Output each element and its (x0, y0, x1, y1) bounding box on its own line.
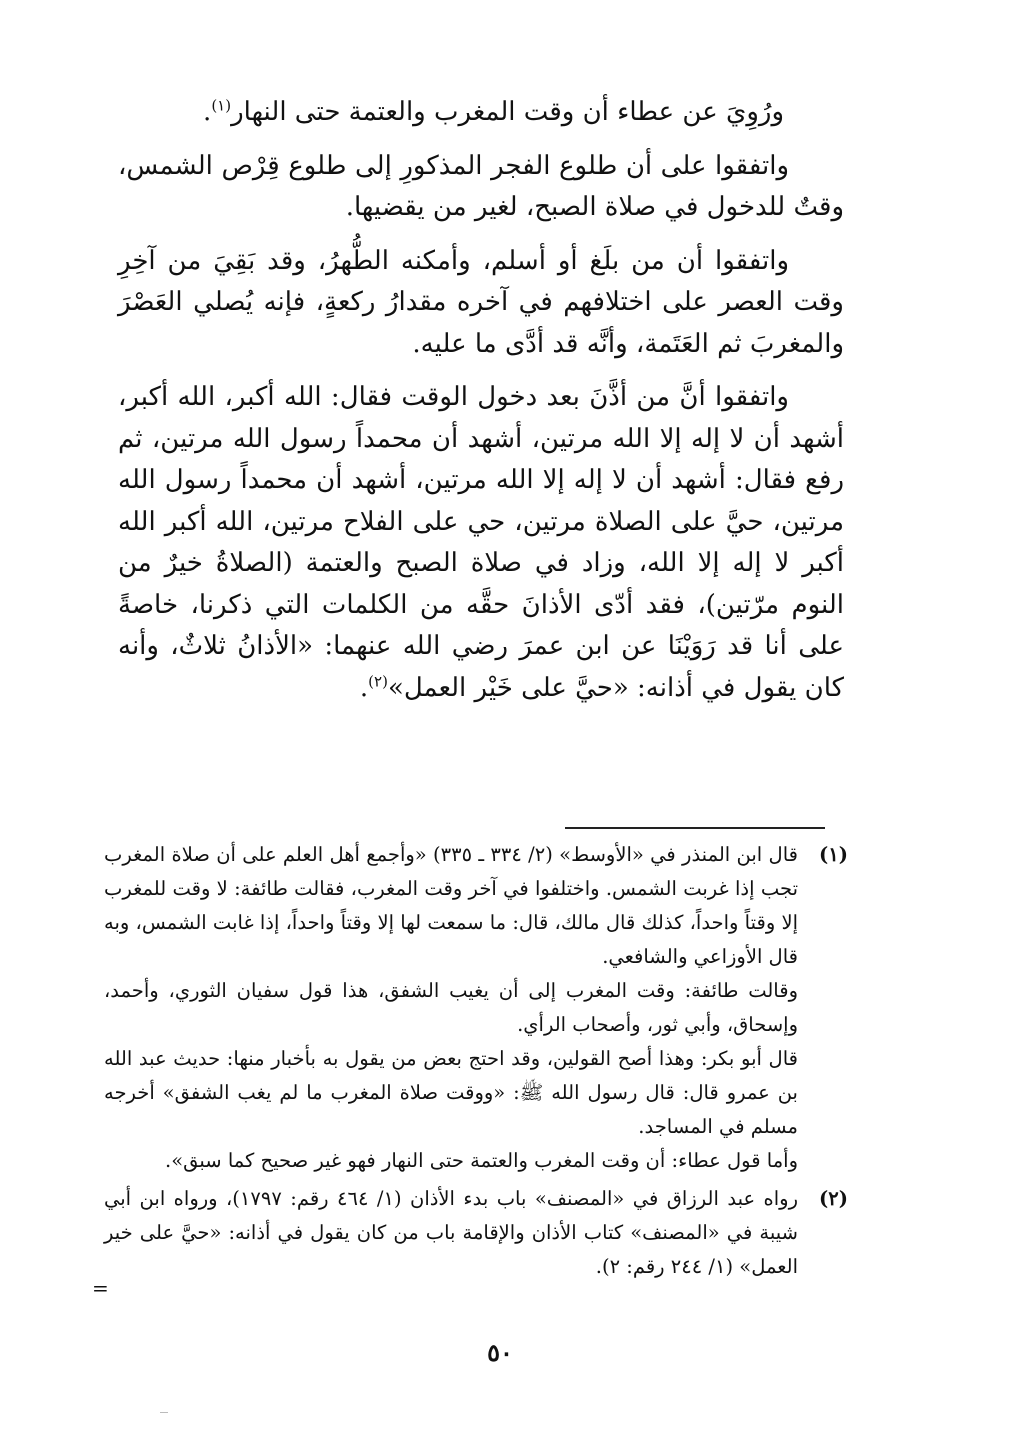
footnote-paragraph: وقالت طائفة: وقت المغرب إلى أن يغيب الشفق، هذا قول سفيان الثوري، وأحمد، وإسحاق، وأبي ثور، وأصحاب الرأي. (104, 979, 798, 1036)
paragraph-1-text: ورُوِيَ عن عطاء أن وقت المغرب والعتمة حتى النهار (231, 97, 784, 127)
footnote-1 (104, 838, 848, 1178)
paragraph-4-end: . (359, 672, 369, 703)
footnote-ref-2[interactable]: (٢) (368, 671, 388, 690)
paragraph-1 (118, 92, 844, 134)
footnote-paragraph: رواه عبد الرزاق في «المصنف» باب بدء الأذان (١/ ٤٦٤ رقم: ١٧٩٧)، ورواه ابن أبي شيبة في «المصنف» كتاب الأذان والإقامة باب من كان يقول في أذانه: «حيَّ على خير العمل» (١/ ٢٤٤ رقم: ٢). (104, 1187, 799, 1278)
continuation-mark: = (92, 1276, 109, 1300)
paragraph-4 (118, 377, 844, 709)
paragraph-4-text: واتفقوا أنَّ من أذَّنَ بعد دخول الوقت فقال: الله أكبر، الله أكبر، أشهد أن لا إله إلا الله مرتين، أشهد أن محمداً رسول الله مرتين، ثم رفع فقال: أشهد أن لا إله إلا الله مرتين، أشهد أن محمداً رسول الله مرتين، حيَّ على الصلاة مرتين، حي على الفلاح مرتين، الله أكبر الله أكبر لا إله إلا الله، وزاد في صلاة الصبح والعتمة (الصلاةُ خيرٌ من النوم مرّتين)، فقد أدّى الأذانَ حقَّه من الكلمات التي ذكرنا، خاصةً على أنا قد رَوَيْنَا عن ابن عمرَ رضي الله عنهما: «الأذانُ ثلاثٌ، وأنه كان يقول في أذانه: «حيَّ على خَيْر العمل» (118, 382, 844, 703)
paragraph-1-end: . (203, 97, 212, 127)
footnote-separator (565, 827, 825, 829)
footnote-ref-1[interactable]: (١) (211, 96, 232, 115)
footnote-number: (١) (819, 843, 848, 866)
paragraph-3: واتفقوا أن من بلَغ أو أسلم، وأمكنه الطُّهرُ، وقد بَقِيَ من آخِرِ وقت العصر على اختلافهم في آخره مقدارُ ركعةٍ، فإنه يُصلي العَصْرَ والمغربَ ثم العَتَمة، وأنَّه قد أدَّى ما عليه. (118, 245, 844, 359)
footnote-paragraph: قال أبو بكر: وهذا أصح القولين، وقد احتج بعض من يقول به بأخبار منها: حديث عبد الله بن عمرو قال: قال رسول الله ﷺ: «ووقت صلاة المغرب ما لم يغب الشفق» أخرجه مسلم في المساجد. (104, 1047, 798, 1138)
footnote-paragraph: قال ابن المنذر في «الأوسط» (٢/ ٣٣٤ ـ ٣٣٥) «وأجمع أهل العلم على أن صلاة المغرب تجب إذا غربت الشمس. واختلفوا في آخر وقت المغرب، فقالت طائفة: لا وقت للمغرب إلا وقتاً واحداً، كذلك قال مالك، قال: ما سمعت لها إلا وقتاً واحداً، إذا غابت الشمس، وبه قال الأوزاعي والشافعي. (104, 843, 798, 968)
main-text (118, 92, 844, 721)
paragraph-2: واتفقوا على أن طلوع الفجر المذكورِ إلى طلوع قِرْص الشمس، وقتٌ للدخول في صلاة الصبح، لغير من يقضيها. (118, 150, 844, 222)
page-number: ٥٠ (487, 1338, 513, 1367)
footnote-2 (104, 1182, 848, 1284)
footnote-paragraph: وأما قول عطاء: أن وقت المغرب والعتمة حتى النهار فهو غير صحيح كما سبق». (165, 1149, 798, 1172)
footnote-number: (٢) (819, 1187, 848, 1210)
footnotes (104, 838, 848, 1288)
scan-speck (160, 1412, 168, 1413)
